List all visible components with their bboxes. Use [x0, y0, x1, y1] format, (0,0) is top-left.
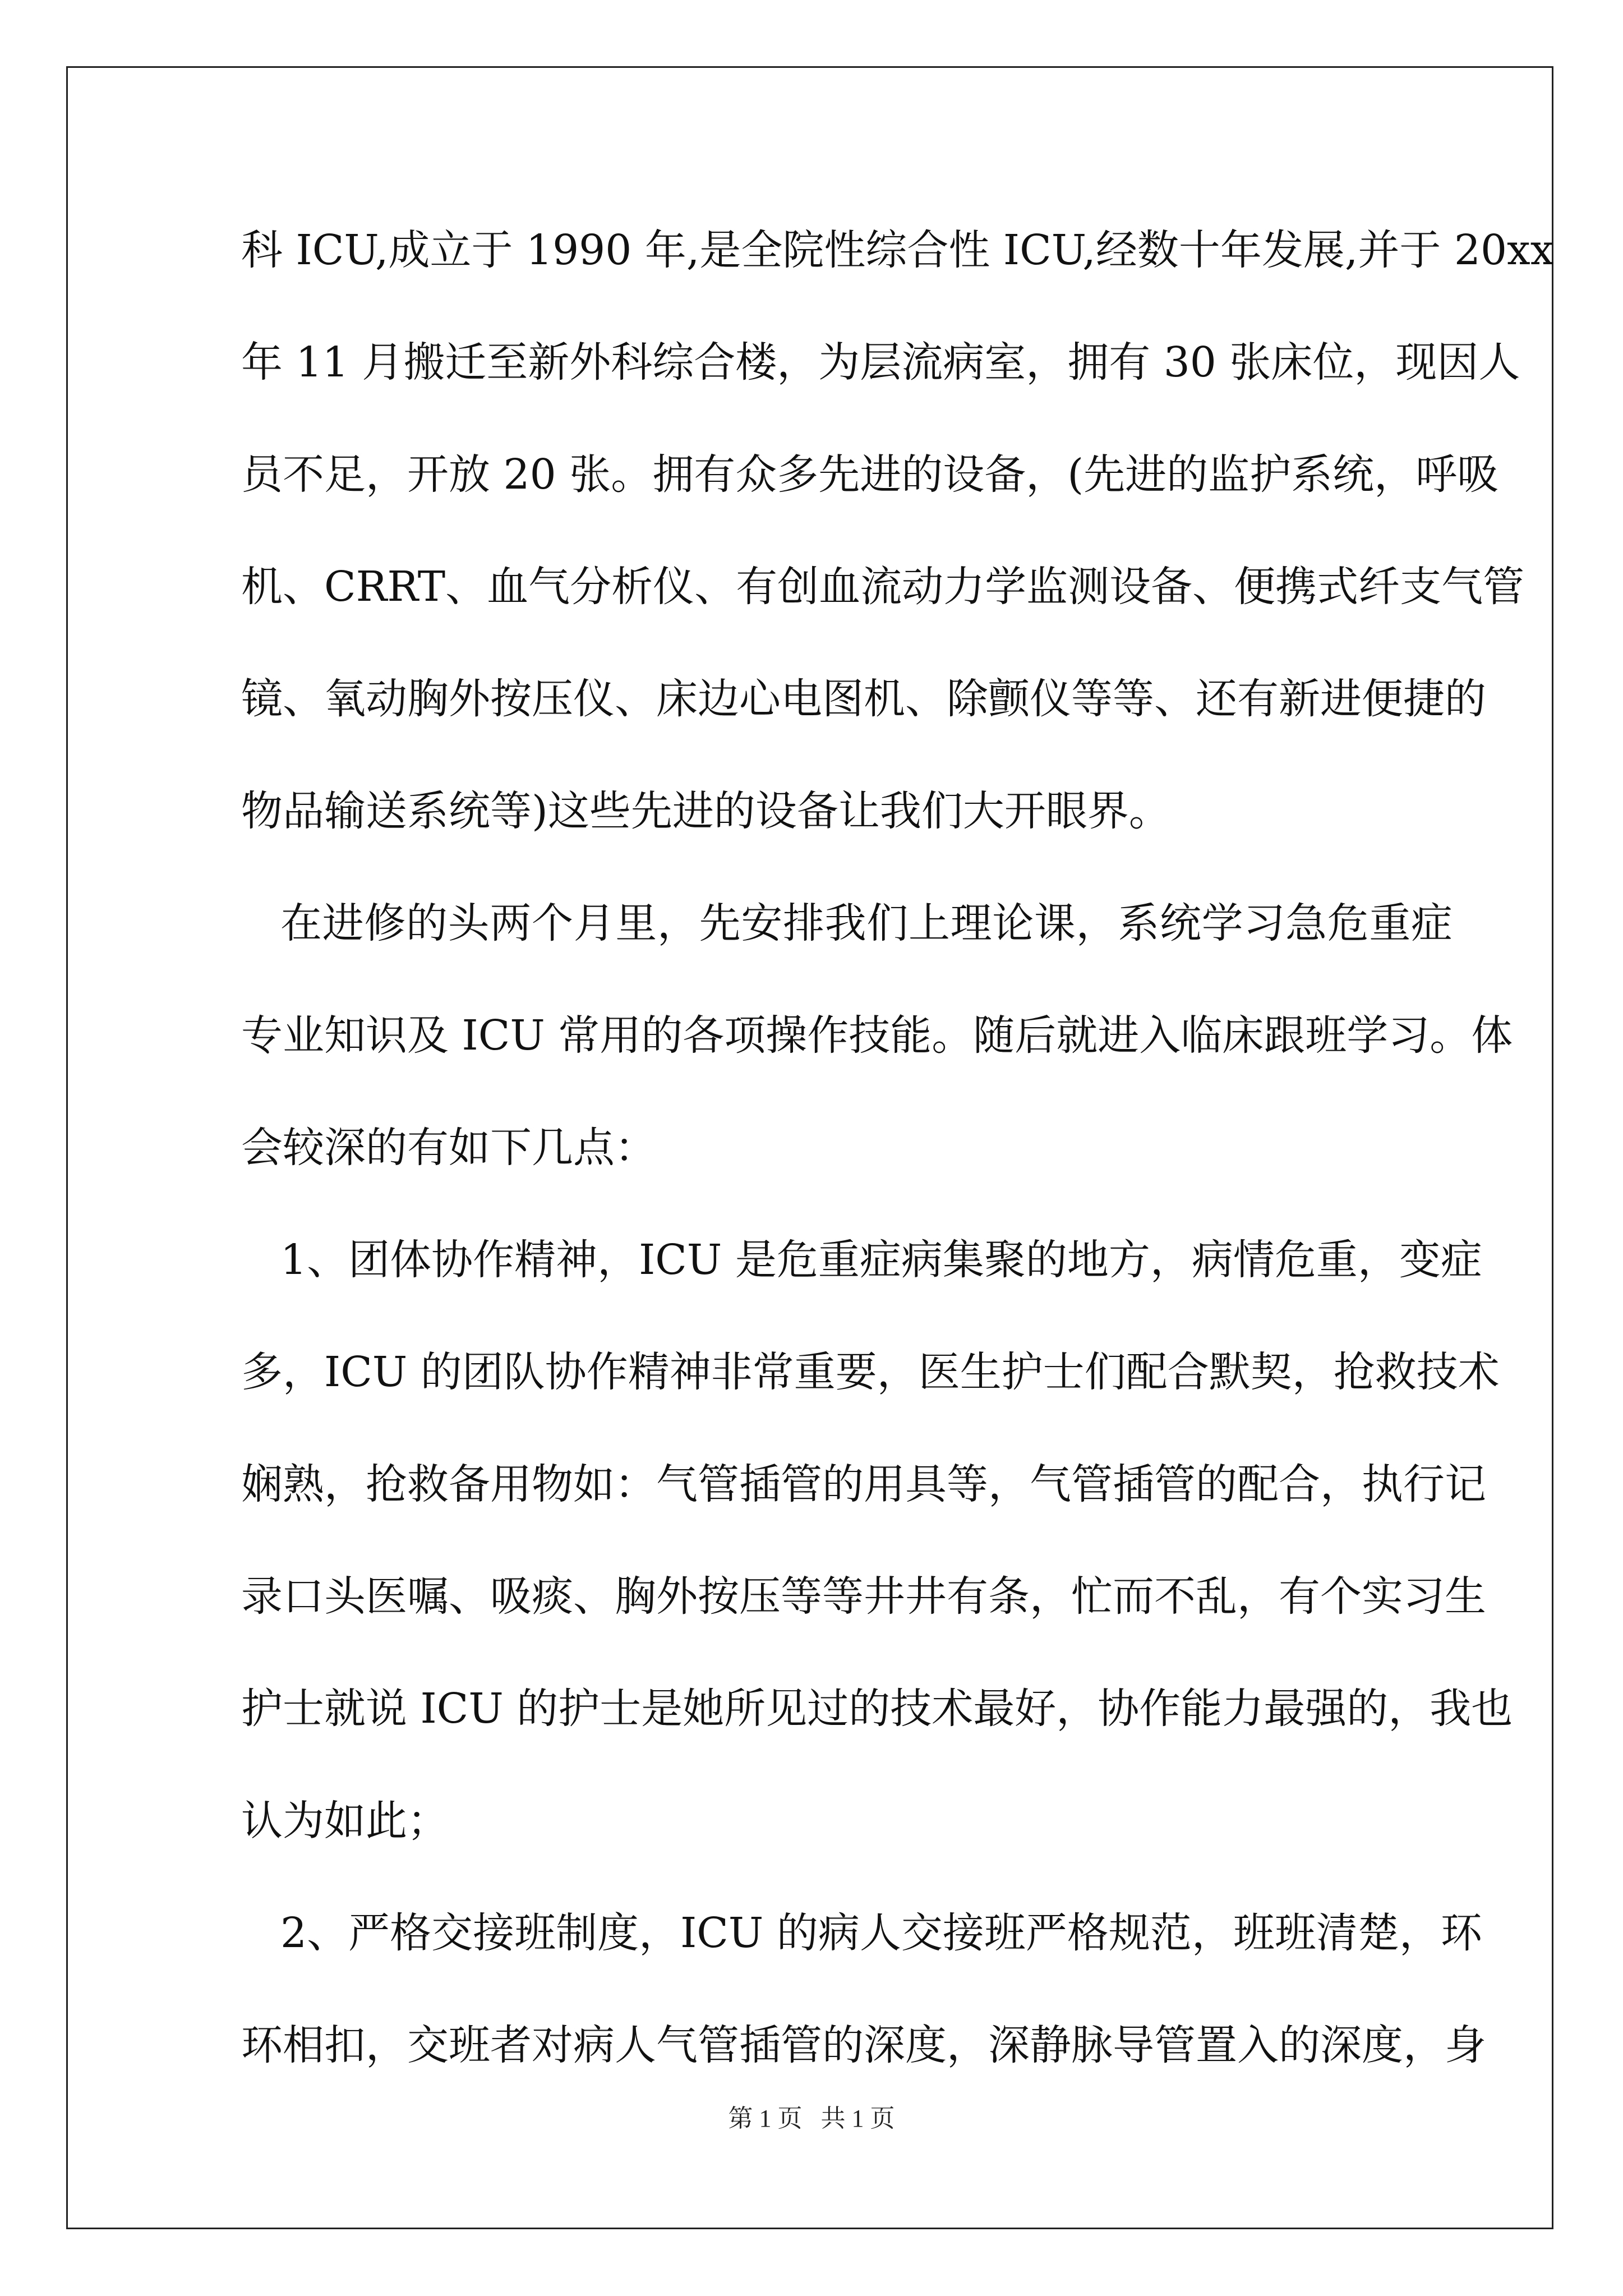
text-line: 机、CRRT、血气分析仪、有创血流动力学监测设备、便携式纤支气管 [241, 563, 1525, 611]
page-footer: 第 1 页 共 1 页 [728, 2105, 895, 2132]
text-line: 物品输送系统等)这些先进的设备让我们大开眼界。 [241, 787, 1170, 835]
paragraph-first-line: 1、团体协作精神，ICU 是危重症病集聚的地方，病情危重，变症 [280, 1236, 1482, 1284]
text-line: 镜、氧动胸外按压仪、床边心电图机、除颤仪等等、还有新进便捷的 [241, 675, 1486, 723]
text-line: 认为如此； [241, 1797, 449, 1845]
text-line: 员不足，开放 20 张。拥有众多先进的设备，(先进的监护系统，呼吸 [241, 450, 1499, 499]
paragraph-first-line: 2、严格交接班制度，ICU 的病人交接班严格规范，班班清楚，环 [280, 1909, 1482, 1957]
text-line: 录口头医嘱、吸痰、胸外按压等等井井有条，忙而不乱，有个实习生 [241, 1572, 1486, 1621]
paragraph-first-line: 在进修的头两个月里，先安排我们上理论课，系统学习急危重症 [280, 899, 1453, 947]
text-line: 专业知识及 ICU 常用的各项操作技能。随后就进入临床跟班学习。体 [241, 1011, 1513, 1060]
text-line: 多，ICU 的团队协作精神非常重要，医生护士们配合默契，抢救技术 [241, 1348, 1500, 1396]
text-line: 护士就说 ICU 的护士是她所见过的技术最好，协作能力最强的，我也 [241, 1685, 1513, 1733]
text-line: 会较深的有如下几点： [241, 1124, 656, 1172]
text-line: 科 ICU,成立于 1990 年,是全院性综合性 ICU,经数十年发展,并于 20xx [241, 226, 1554, 274]
text-line: 环相扣，交班者对病人气管插管的深度，深静脉导管置入的深度，身 [241, 2021, 1486, 2069]
text-line: 娴熟，抢救备用物如：气管插管的用具等，气管插管的配合，执行记 [241, 1460, 1486, 1508]
text-line: 年 11 月搬迁至新外科综合楼，为层流病室，拥有 30 张床位，现因人 [241, 338, 1520, 386]
